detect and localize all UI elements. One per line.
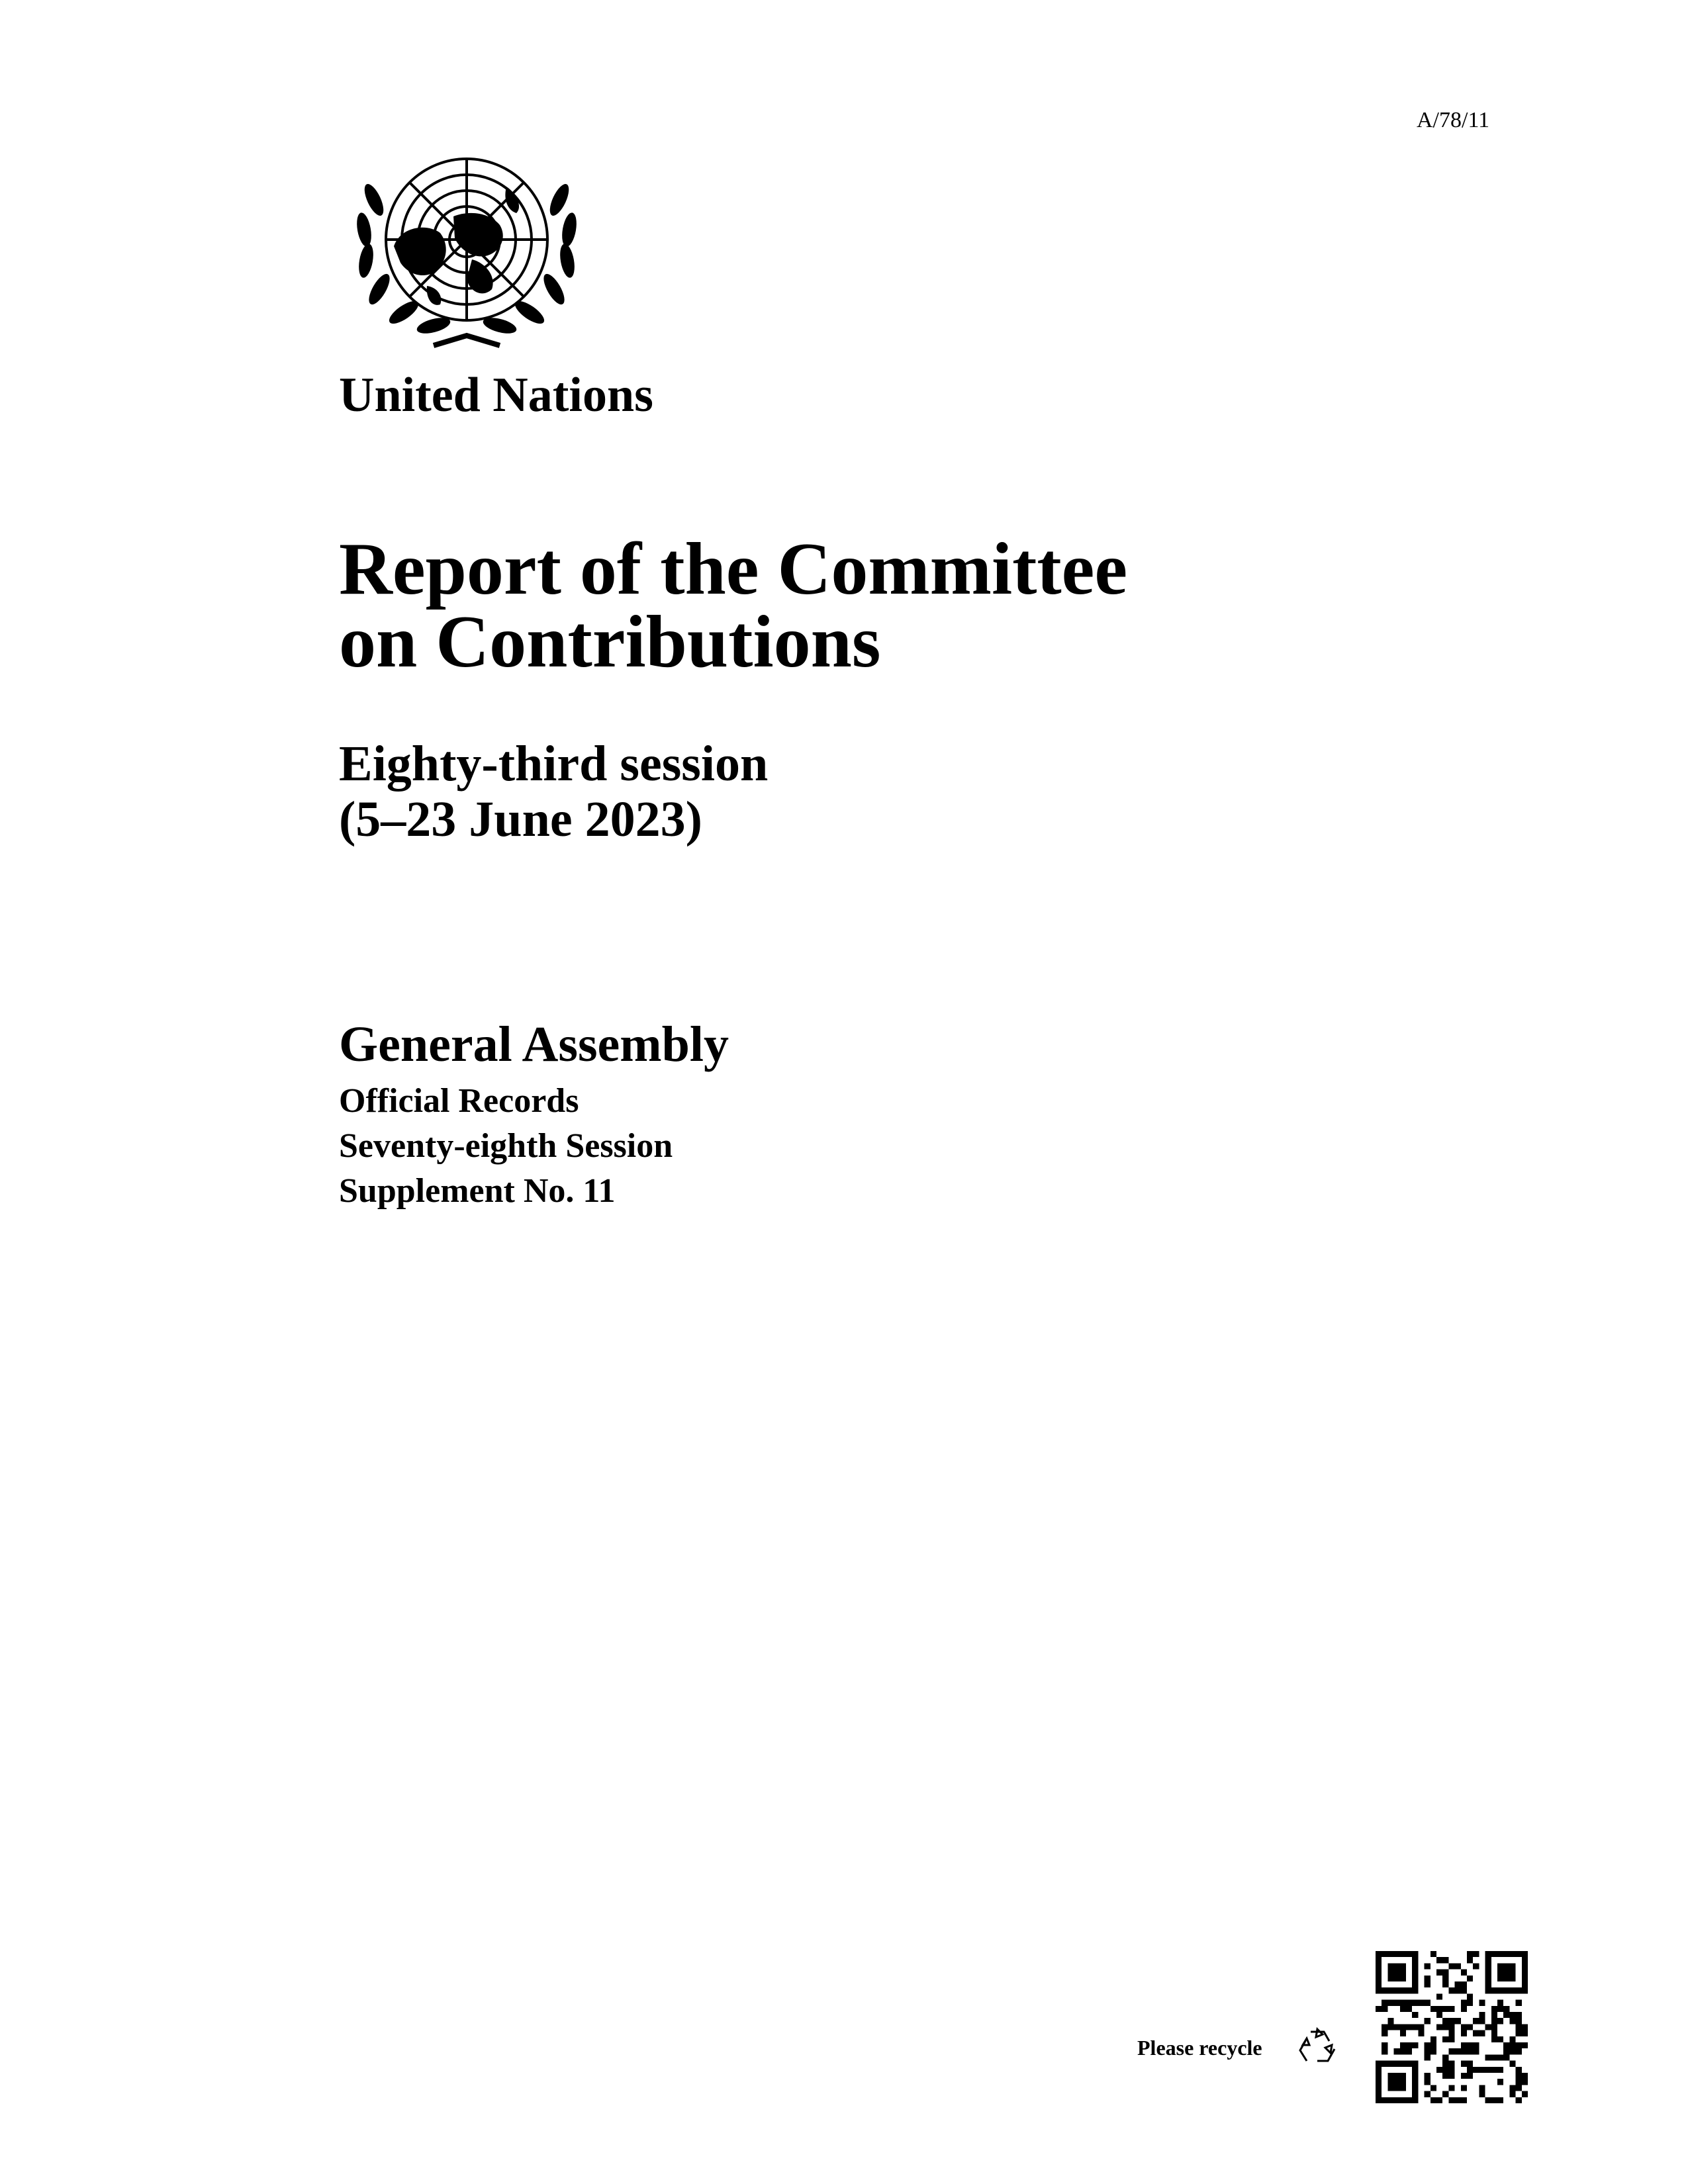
report-title-line: Report of the Committee bbox=[339, 528, 1128, 610]
document-symbol: A/78/11 bbox=[1417, 108, 1490, 132]
qr-code-icon bbox=[1376, 1951, 1528, 2103]
body-name: General Assembly bbox=[339, 1017, 729, 1072]
session-name: Eighty-third session bbox=[339, 736, 769, 792]
recycle-icon bbox=[1291, 2023, 1344, 2075]
records-line: Seventy-eighth Session bbox=[339, 1127, 673, 1165]
report-title bbox=[339, 528, 1128, 683]
organization-name: United Nations bbox=[339, 368, 653, 422]
records-line: Supplement No. 11 bbox=[339, 1172, 616, 1210]
recycle-label: Please recycle bbox=[1137, 2036, 1262, 2060]
records-line: Official Records bbox=[339, 1082, 579, 1120]
session-dates: (5–23 June 2023) bbox=[339, 792, 702, 847]
report-title-line: on Contributions bbox=[339, 601, 881, 683]
official-records bbox=[339, 1079, 673, 1214]
un-emblem-icon bbox=[334, 147, 599, 359]
session-info bbox=[339, 736, 768, 847]
